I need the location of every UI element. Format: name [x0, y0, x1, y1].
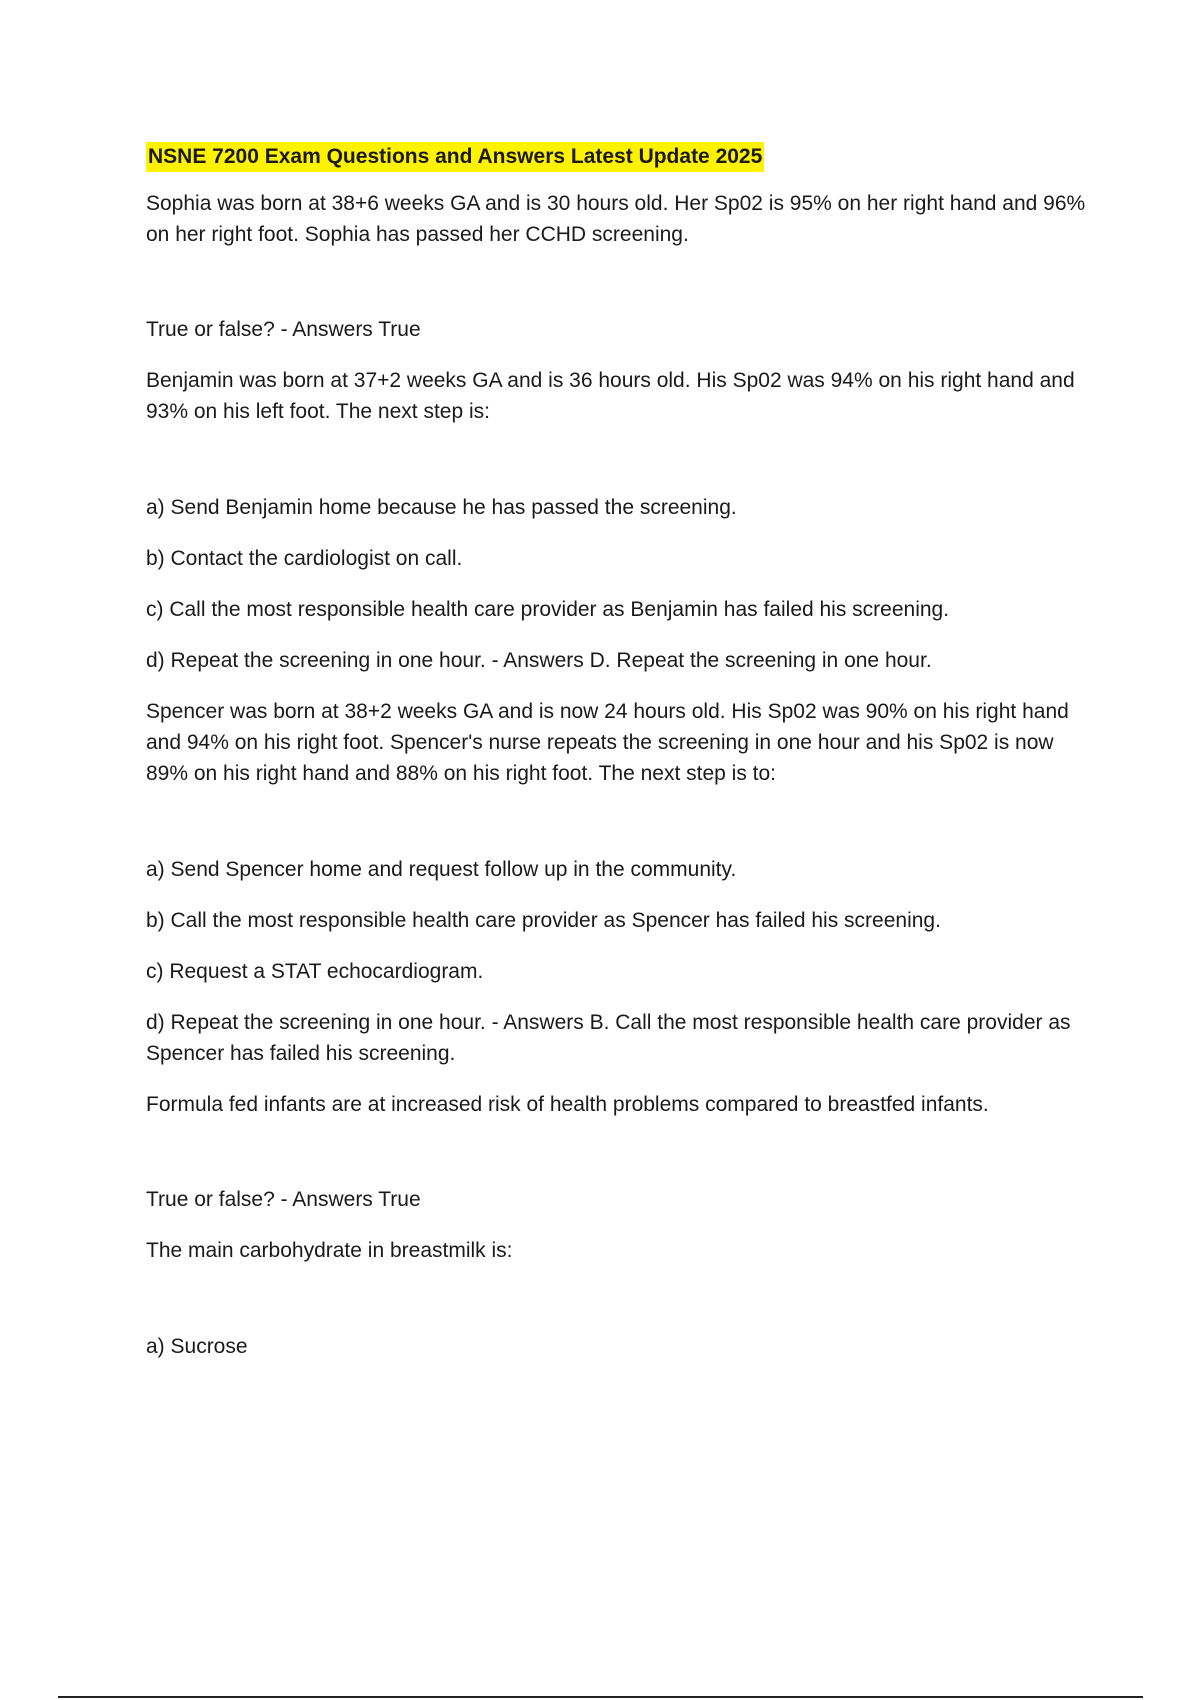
option-benjamin-b: b) Contact the cardiologist on call.	[146, 547, 463, 570]
question-formula: Formula fed infants are at increased risk of health problems compared to breastfed infants.	[146, 1093, 989, 1116]
question-benjamin: Benjamin was born at 37+2 weeks GA and is 36 hours old. His Sp02 was 94% on his right hand and 93% on his left foot. The next step is:	[146, 369, 1075, 423]
option-spencer-d-answer: d) Repeat the screening in one hour. - Answers B. Call the most responsible health care provider as Spencer has failed his screening.	[146, 1011, 1071, 1065]
question-spencer: Spencer was born at 38+2 weeks GA and is now 24 hours old. His Sp02 was 90% on his right hand and 94% on his right foot. Spencer's nurse repeats the screening in one hour and his Sp02 is now 89% on his right hand and 88% on his right foot. The next step is to:	[146, 700, 1069, 785]
document-title: NSNE 7200 Exam Questions and Answers Latest Update 2025	[146, 142, 764, 172]
answer-sophia: True or false? - Answers True	[146, 318, 421, 341]
question-carbohydrate: The main carbohydrate in breastmilk is:	[146, 1239, 513, 1262]
document-content	[146, 142, 1096, 1362]
answer-formula: True or false? - Answers True	[146, 1188, 421, 1211]
option-benjamin-d-answer: d) Repeat the screening in one hour. - Answers D. Repeat the screening in one hour.	[146, 649, 932, 672]
option-benjamin-a: a) Send Benjamin home because he has passed the screening.	[146, 496, 737, 519]
page-bottom-rule	[58, 1696, 1143, 1698]
question-sophia: Sophia was born at 38+6 weeks GA and is 30 hours old. Her Sp02 is 95% on her right hand and 96% on her right foot. Sophia has passed her CCHD screening.	[146, 192, 1086, 246]
option-spencer-a: a) Send Spencer home and request follow up in the community.	[146, 858, 737, 881]
option-carbohydrate-a: a) Sucrose	[146, 1335, 248, 1358]
option-spencer-c: c) Request a STAT echocardiogram.	[146, 960, 484, 983]
option-spencer-b: b) Call the most responsible health care provider as Spencer has failed his screening.	[146, 909, 941, 932]
option-benjamin-c: c) Call the most responsible health care provider as Benjamin has failed his screening.	[146, 598, 950, 621]
